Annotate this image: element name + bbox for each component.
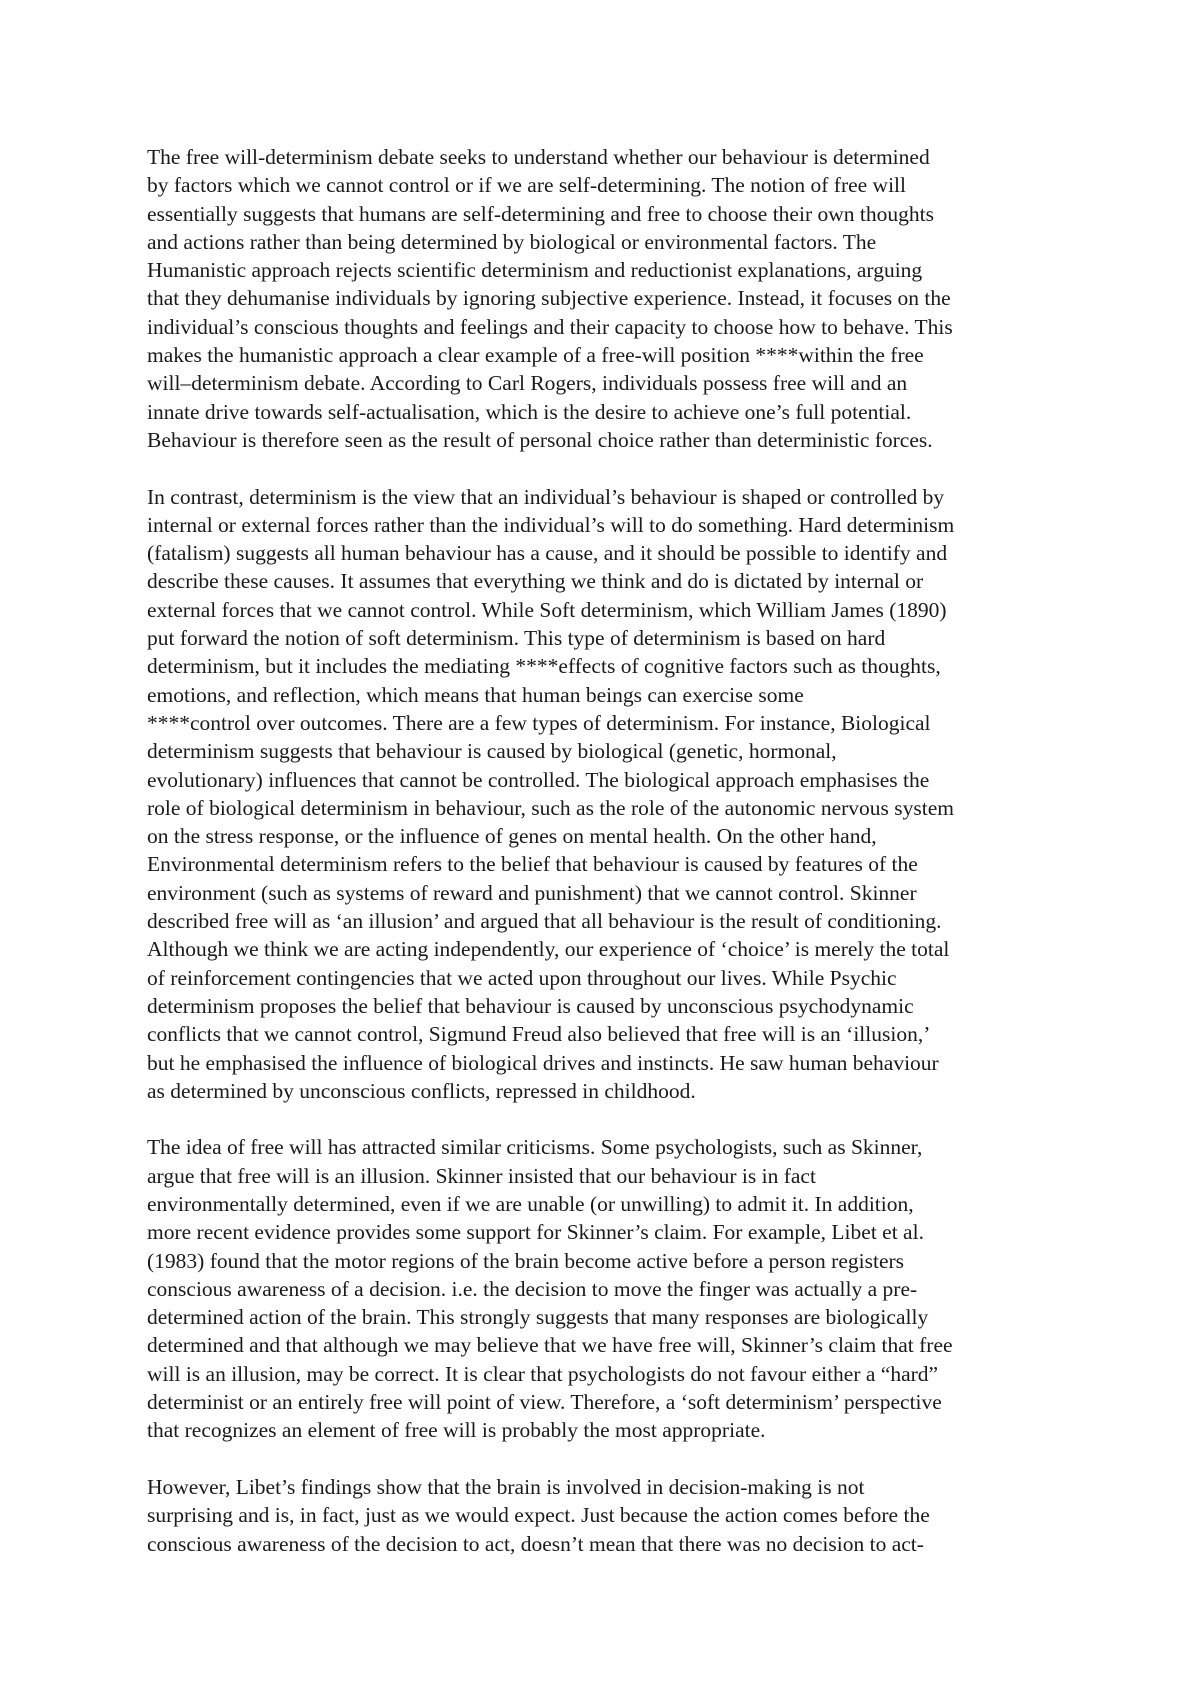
paragraph-humanistic-free-will: The free will-determinism debate seeks to understand whether our behaviour is determined by factors which we cannot control or if we are self-determining. The notion of free will essentially suggests that humans are self-determining and free to choose their own thoughts and actions rather than being determined by biological or environmental factors. The Humanistic approach rejects scientific determinism and reductionist explanations, arguing that they dehumanise individuals by ignoring subjective experience. Instead, it focuses on the individual’s conscious thoughts and feelings and their capacity to choose how to behave. This makes the humanistic approach a clear example of a free-will position ****within the free will–determinism debate. According to Carl Rogers, individuals possess free will and an innate drive towards self-actualisation, which is the desire to achieve one’s full potential. Behaviour is therefore seen as the result of personal choice rather than deterministic forces. xyxy=(147,145,953,452)
paragraph-free-will-criticisms: The idea of free will has attracted similar criticisms. Some psychologists, such as Skinner, argue that free will is an illusion. Skinner insisted that our behaviour is in fact environmentally determined, even if we are unable (or unwilling) to admit it. In addition, more recent evidence provides some support for Skinner’s claim. For example, Libet et al. (1983) found that the motor regions of the brain become active before a person registers conscious awareness of a decision. i.e. the decision to move the finger was actually a pre- determined action of the brain. This strongly suggests that many responses are biologically determined and that although we may believe that we have free will, Skinner’s claim that free will is an illusion, may be correct. It is clear that psychologists do not favour either a “hard” determinist or an entirely free will point of view. Therefore, a ‘soft determinism’ perspective that recognizes an element of free will is probably the most appropriate. xyxy=(147,1135,953,1443)
document-body xyxy=(147,143,1067,1586)
paragraph-determinism-types: In contrast, determinism is the view that an individual’s behaviour is shaped or controlled by internal or external forces rather than the individual’s will to do something. Hard determinism (fatalism) suggests all human behaviour has a cause, and it should be possible to identify and describe these causes. It assumes that everything we think and do is dictated by internal or external forces that we cannot control. While Soft determinism, which William James (1890) put forward the notion of soft determinism. This type of determinism is based on hard determinism, but it includes the mediating ****effects of cognitive factors such as thoughts, emotions, and reflection, which means that human beings can exercise some ****control over outcomes. There are a few types of determinism. For instance, Biological determinism suggests that behaviour is caused by biological (genetic, hormonal, evolutionary) influences that cannot be controlled. The biological approach emphasises the role of biological determinism in behaviour, such as the role of the autonomic nervous system on the stress response, or the influence of genes on mental health. On the other hand, Environmental determinism refers to the belief that behaviour is caused by features of the environment (such as systems of reward and punishment) that we cannot control. Skinner described free will as ‘an illusion’ and argued that all behaviour is the result of conditioning. Although we think we are acting independently, our experience of ‘choice’ is merely the total of reinforcement contingencies that we acted upon throughout our lives. While Psychic determinism proposes the belief that behaviour is caused by unconscious psychodynamic conflicts that we cannot control, Sigmund Freud also believed that free will is an ‘illusion,’ but he emphasised the influence of biological drives and instincts. He saw human behaviour as determined by unconscious conflicts, repressed in childhood. xyxy=(147,484,955,1103)
paragraph-libet-findings: However, Libet’s findings show that the brain is involved in decision-making is not surprising and is, in fact, just as we would expect. Just because the action comes before the conscious awareness of the decision to act, doesn’t mean that there was no decision to act- xyxy=(147,1474,930,1556)
